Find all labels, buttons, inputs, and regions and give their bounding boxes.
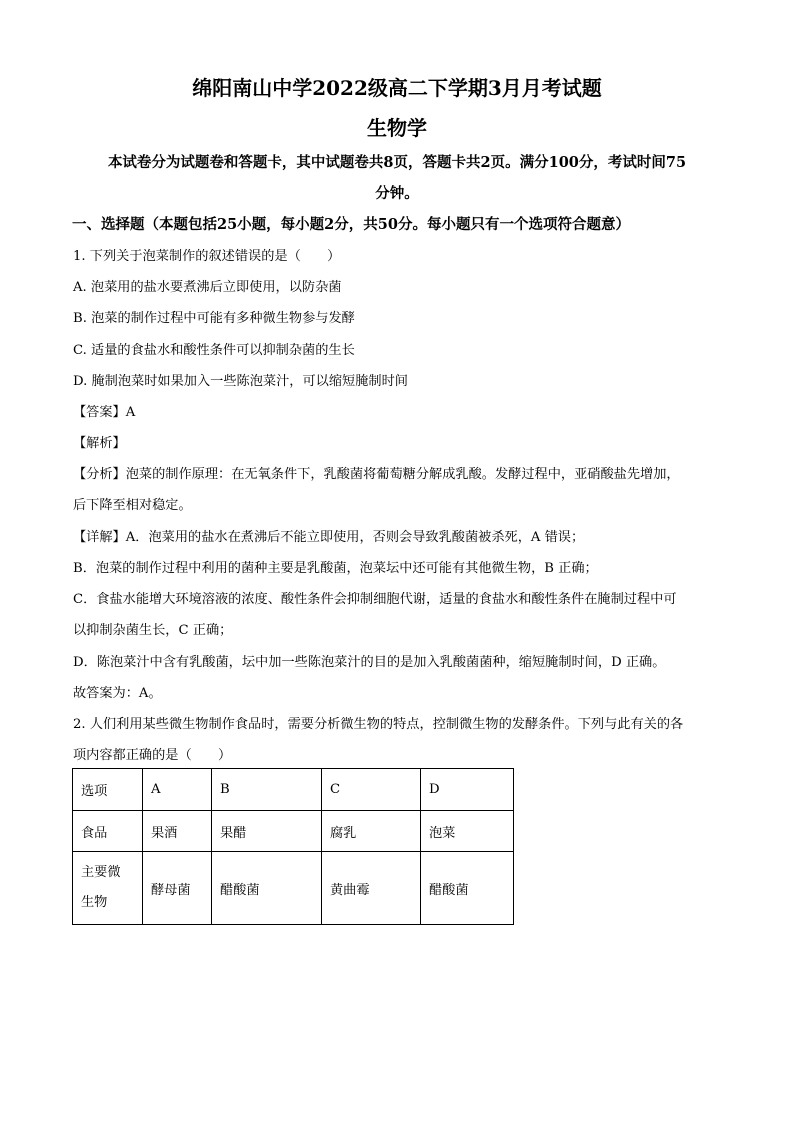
question-1-analysis-line: 后下降至相对稳定。 <box>73 498 192 513</box>
question-1-detail-line: 以抑制杂菌生长，C 正确； <box>73 623 233 638</box>
table-cell: 食品 <box>73 811 143 852</box>
table-cell: 酵母菌 <box>143 852 212 925</box>
table-cell: D <box>421 769 514 811</box>
exam-instructions-line-1: 本试卷分为试题卷和答题卡，其中试题卷共8页，答题卡共2页。满分100分，考试时间75 <box>107 154 687 171</box>
question-2-stem-line: 项内容都正确的是（ ） <box>73 748 232 763</box>
table-cell: 醋酸菌 <box>421 852 514 925</box>
table-cell: 果醋 <box>212 811 322 852</box>
table-cell: 选项 <box>73 769 143 811</box>
question-1-detail-line: 【详解】A．泡菜用的盐水在煮沸后不能立即使用，否则会导致乳酸菌被杀死，A 错误； <box>73 530 585 545</box>
question-1-detail-line: C．食盐水能增大环境溶液的浓度、酸性条件会抑制细胞代谢，适量的食盐水和酸性条件在腌制过程中可 <box>73 592 677 607</box>
question-1-option-d: D. 腌制泡菜时如果加入一些陈泡菜汁，可以缩短腌制时间 <box>73 374 408 389</box>
table-cell: B <box>212 769 322 811</box>
table-cell: 黄曲霉 <box>322 852 421 925</box>
question-1-option-c: C. 适量的食盐水和酸性条件可以抑制杂菌的生长 <box>73 343 355 358</box>
page-subtitle: 生物学 <box>367 116 427 140</box>
question-1-detail-line: D．陈泡菜汁中含有乳酸菌，坛中加一些陈泡菜汁的目的是加入乳酸菌菌种，缩短腌制时间，D 正确。 <box>73 655 666 670</box>
question-1-detail-line: B．泡菜的制作过程中利用的菌种主要是乳酸菌，泡菜坛中还可能有其他微生物，B 正确； <box>73 561 598 576</box>
exam-instructions-line-2: 分钟。 <box>375 185 419 202</box>
table-cell: A <box>143 769 212 811</box>
page-title: 绵阳南山中学2022级高二下学期3月月考试题 <box>192 76 602 100</box>
table-row <box>73 852 514 925</box>
question-1-stem: 1. 下列关于泡菜制作的叙述错误的是（ ） <box>73 249 341 264</box>
table-cell: 泡菜 <box>421 811 514 852</box>
question-1-option-b: B. 泡菜的制作过程中可能有多种微生物参与发酵 <box>73 311 355 326</box>
section-heading: 一、选择题（本题包括25小题，每小题2分，共50分。每小题只有一个选项符合题意） <box>72 216 630 233</box>
table-cell: 果酒 <box>143 811 212 852</box>
question-1-option-a: A. 泡菜用的盐水要煮沸后立即使用，以防杂菌 <box>73 280 342 295</box>
table-cell: C <box>322 769 421 811</box>
table-cell: 腐乳 <box>322 811 421 852</box>
question-1-detail-line: 故答案为：A。 <box>73 686 162 701</box>
question-2-options-table <box>72 768 514 925</box>
question-2-stem-line: 2. 人们利用某些微生物制作食品时，需要分析微生物的特点，控制微生物的发酵条件。下列与此有关的各 <box>73 717 684 732</box>
table-cell: 主要微 生物 <box>73 852 143 925</box>
question-1-analysis-line: 【分析】泡菜的制作原理：在无氧条件下，乳酸菌将葡萄糖分解成乳酸。发酵过程中，亚硝酸盐先增加， <box>73 467 680 482</box>
question-1-answer: 【答案】A <box>73 405 136 420</box>
table-row <box>73 769 514 811</box>
question-1-analysis-tag: 【解析】 <box>73 436 126 451</box>
table-cell: 醋酸菌 <box>212 852 322 925</box>
table-row <box>73 811 514 852</box>
